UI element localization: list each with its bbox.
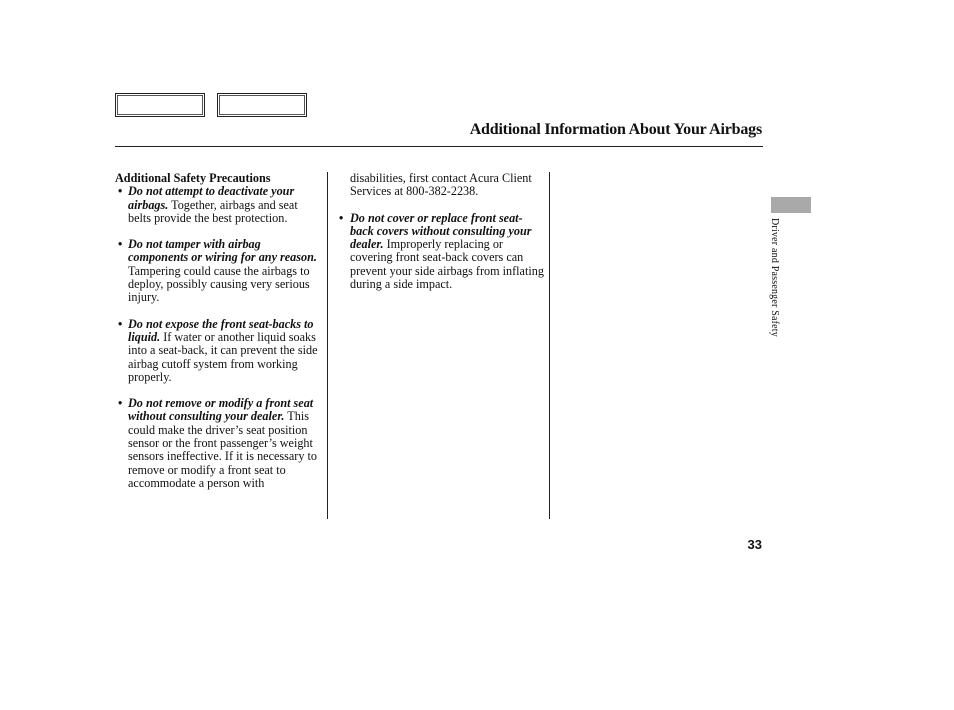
- nav-main-menu-button[interactable]: [217, 93, 307, 117]
- nav-back-button[interactable]: [115, 93, 205, 117]
- title-rule: [115, 146, 763, 147]
- side-tab-label: Driver and Passenger Safety: [769, 218, 780, 337]
- precaution-item: [115, 185, 323, 225]
- warning-text: Do not remove or modify a front seat without consulting your dealer.: [128, 396, 314, 424]
- item-text: This could make the driver’s seat position sensor or the front passenger’s weight sensors ineffective. If it is necessary to remove or modify a front seat to accommodate a person with: [128, 409, 317, 490]
- item-text: Improperly replacing or covering front seat-back covers can prevent your side airbags from inflating during a side impact.: [350, 237, 544, 292]
- bullet-icon: •: [339, 210, 344, 225]
- continuation-text: disabilities, first contact Acura Client Services at 800-382-2238.: [350, 171, 532, 199]
- column-divider: [327, 172, 328, 519]
- precaution-item: [115, 238, 323, 304]
- bullet-icon: •: [118, 184, 123, 199]
- item-text: Together, airbags and seat belts provide the best protection.: [128, 197, 298, 225]
- section-tab-marker[interactable]: [771, 197, 811, 213]
- item-text: Tampering could cause the airbags to deploy, possibly causing very serious injury.: [128, 263, 310, 305]
- page-number: 33: [747, 537, 762, 552]
- precaution-item: [115, 397, 323, 490]
- warning-text: Do not expose the front seat-backs to liquid.: [128, 316, 314, 344]
- warning-text: Do not cover or replace front seat-back covers without consulting your dealer.: [350, 210, 532, 252]
- bullet-icon: •: [118, 237, 123, 252]
- warning-text: Do not attempt to deactivate your airbags.: [128, 184, 295, 212]
- precaution-item: [339, 210, 545, 292]
- bullet-icon: •: [118, 316, 123, 331]
- column-2: [339, 171, 545, 292]
- bullet-icon: •: [118, 396, 123, 411]
- column-divider: [549, 172, 550, 519]
- warning-text: Do not tamper with airbag components or wiring for any reason.: [128, 237, 317, 265]
- precaution-item: [115, 318, 323, 384]
- column-1: [115, 172, 323, 490]
- page-title: Additional Information About Your Airbags: [469, 121, 762, 138]
- item-text: If water or another liquid soaks into a seat-back, it can prevent the side airbag cutoff system from working properly.: [128, 329, 318, 384]
- section-heading: Additional Safety Precautions: [115, 171, 271, 185]
